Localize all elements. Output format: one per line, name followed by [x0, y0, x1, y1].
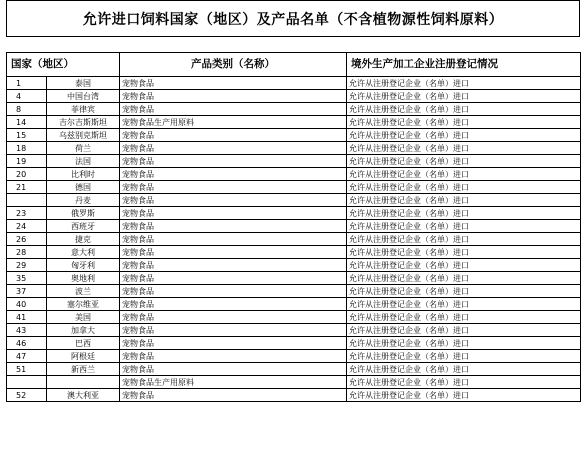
row-registration: 允许从注册登记企业（名单）进口 [347, 129, 581, 142]
row-country: 比利时 [47, 168, 120, 181]
row-category: 宠物食品 [120, 298, 347, 311]
row-country: 西班牙 [47, 220, 120, 233]
header-category: 产品类别（名称） [120, 53, 347, 77]
row-category: 宠物食品 [120, 285, 347, 298]
table-row [7, 142, 581, 155]
row-number: 47 [7, 350, 47, 363]
row-registration: 允许从注册登记企业（名单）进口 [347, 116, 581, 129]
row-number: 1 [7, 77, 47, 90]
row-country: 奥地利 [47, 272, 120, 285]
row-registration: 允许从注册登记企业（名单）进口 [347, 90, 581, 103]
row-number: 37 [7, 285, 47, 298]
row-country: 法国 [47, 155, 120, 168]
table-row [7, 246, 581, 259]
row-category: 宠物食品 [120, 272, 347, 285]
row-country: 吉尔吉斯斯坦 [47, 116, 120, 129]
row-registration: 允许从注册登记企业（名单）进口 [347, 363, 581, 376]
row-number [7, 376, 47, 389]
row-country: 丹麦 [47, 194, 120, 207]
row-registration: 允许从注册登记企业（名单）进口 [347, 350, 581, 363]
row-number: 15 [7, 129, 47, 142]
row-number: 4 [7, 90, 47, 103]
row-category: 宠物食品 [120, 220, 347, 233]
row-number: 21 [7, 181, 47, 194]
row-number [7, 194, 47, 207]
row-registration: 允许从注册登记企业（名单）进口 [347, 337, 581, 350]
row-registration: 允许从注册登记企业（名单）进口 [347, 220, 581, 233]
row-category: 宠物食品 [120, 246, 347, 259]
row-number: 14 [7, 116, 47, 129]
row-registration: 允许从注册登记企业（名单）进口 [347, 103, 581, 116]
table-row [7, 272, 581, 285]
row-registration: 允许从注册登记企业（名单）进口 [347, 246, 581, 259]
table-row [7, 233, 581, 246]
table-row [7, 207, 581, 220]
row-country: 乌兹别克斯坦 [47, 129, 120, 142]
header-country: 国家（地区） [7, 53, 120, 77]
row-registration: 允许从注册登记企业（名单）进口 [347, 272, 581, 285]
row-category: 宠物食品 [120, 168, 347, 181]
row-number: 24 [7, 220, 47, 233]
row-category: 宠物食品 [120, 324, 347, 337]
row-number: 29 [7, 259, 47, 272]
row-country: 阿根廷 [47, 350, 120, 363]
table-row [7, 181, 581, 194]
row-number: 28 [7, 246, 47, 259]
row-number: 20 [7, 168, 47, 181]
row-country: 美国 [47, 311, 120, 324]
row-registration: 允许从注册登记企业（名单）进口 [347, 77, 581, 90]
row-registration: 允许从注册登记企业（名单）进口 [347, 233, 581, 246]
row-category: 宠物食品 [120, 77, 347, 90]
document-title: 允许进口饲料国家（地区）及产品名单（不含植物源性饲料原料） [6, 0, 580, 37]
row-country: 意大利 [47, 246, 120, 259]
table-row [7, 194, 581, 207]
row-country: 澳大利亚 [47, 389, 120, 402]
row-category: 宠物食品 [120, 363, 347, 376]
row-registration: 允许从注册登记企业（名单）进口 [347, 181, 581, 194]
row-registration: 允许从注册登记企业（名单）进口 [347, 207, 581, 220]
row-category: 宠物食品 [120, 142, 347, 155]
row-country: 泰国 [47, 77, 120, 90]
row-country: 荷兰 [47, 142, 120, 155]
table-row [7, 376, 581, 389]
table-row [7, 337, 581, 350]
table-row [7, 285, 581, 298]
row-country: 德国 [47, 181, 120, 194]
document-sheet [6, 0, 583, 449]
row-number: 40 [7, 298, 47, 311]
table-row [7, 363, 581, 376]
row-category: 宠物食品 [120, 389, 347, 402]
row-country: 捷克 [47, 233, 120, 246]
table-row [7, 259, 581, 272]
row-country: 波兰 [47, 285, 120, 298]
row-registration: 允许从注册登记企业（名单）进口 [347, 298, 581, 311]
row-registration: 允许从注册登记企业（名单）进口 [347, 324, 581, 337]
row-number: 41 [7, 311, 47, 324]
row-category: 宠物食品 [120, 194, 347, 207]
table-row [7, 389, 581, 402]
row-number: 51 [7, 363, 47, 376]
row-country: 加拿大 [47, 324, 120, 337]
row-registration: 允许从注册登记企业（名单）进口 [347, 155, 581, 168]
row-country: 巴西 [47, 337, 120, 350]
row-number: 19 [7, 155, 47, 168]
header-registration: 境外生产加工企业注册登记情况 [347, 53, 581, 77]
row-category: 宠物食品 [120, 207, 347, 220]
row-category: 宠物食品 [120, 181, 347, 194]
row-category: 宠物食品 [120, 337, 347, 350]
row-category: 宠物食品 [120, 90, 347, 103]
table-row [7, 129, 581, 142]
row-country: 俄罗斯 [47, 207, 120, 220]
table-row [7, 298, 581, 311]
table-row [7, 116, 581, 129]
table-row [7, 350, 581, 363]
row-number: 35 [7, 272, 47, 285]
row-number: 43 [7, 324, 47, 337]
row-registration: 允许从注册登记企业（名单）进口 [347, 376, 581, 389]
row-category: 宠物食品 [120, 311, 347, 324]
row-number: 18 [7, 142, 47, 155]
table-row [7, 90, 581, 103]
row-category: 宠物食品 [120, 129, 347, 142]
row-country: 新西兰 [47, 363, 120, 376]
table-body [7, 77, 581, 402]
row-category: 宠物食品 [120, 350, 347, 363]
row-registration: 允许从注册登记企业（名单）进口 [347, 389, 581, 402]
row-registration: 允许从注册登记企业（名单）进口 [347, 194, 581, 207]
row-number: 46 [7, 337, 47, 350]
row-category: 宠物食品 [120, 103, 347, 116]
row-category: 宠物食品 [120, 155, 347, 168]
table-row [7, 155, 581, 168]
row-number: 52 [7, 389, 47, 402]
row-category: 宠物食品 [120, 233, 347, 246]
row-number: 8 [7, 103, 47, 116]
row-country: 塞尔维亚 [47, 298, 120, 311]
row-registration: 允许从注册登记企业（名单）进口 [347, 285, 581, 298]
table-row [7, 311, 581, 324]
row-registration: 允许从注册登记企业（名单）进口 [347, 311, 581, 324]
row-category: 宠物食品生产用原料 [120, 376, 347, 389]
row-registration: 允许从注册登记企业（名单）进口 [347, 168, 581, 181]
row-registration: 允许从注册登记企业（名单）进口 [347, 142, 581, 155]
table-header-row [7, 53, 581, 77]
table-row [7, 103, 581, 116]
row-country: 中国台湾 [47, 90, 120, 103]
row-country: 匈牙利 [47, 259, 120, 272]
row-country: 菲律宾 [47, 103, 120, 116]
table-row [7, 220, 581, 233]
row-number: 23 [7, 207, 47, 220]
table-row [7, 77, 581, 90]
row-category: 宠物食品生产用原料 [120, 116, 347, 129]
row-number: 26 [7, 233, 47, 246]
table-row [7, 324, 581, 337]
table-row [7, 168, 581, 181]
product-list-table [6, 52, 581, 402]
row-category: 宠物食品 [120, 259, 347, 272]
row-registration: 允许从注册登记企业（名单）进口 [347, 259, 581, 272]
row-country [47, 376, 120, 389]
